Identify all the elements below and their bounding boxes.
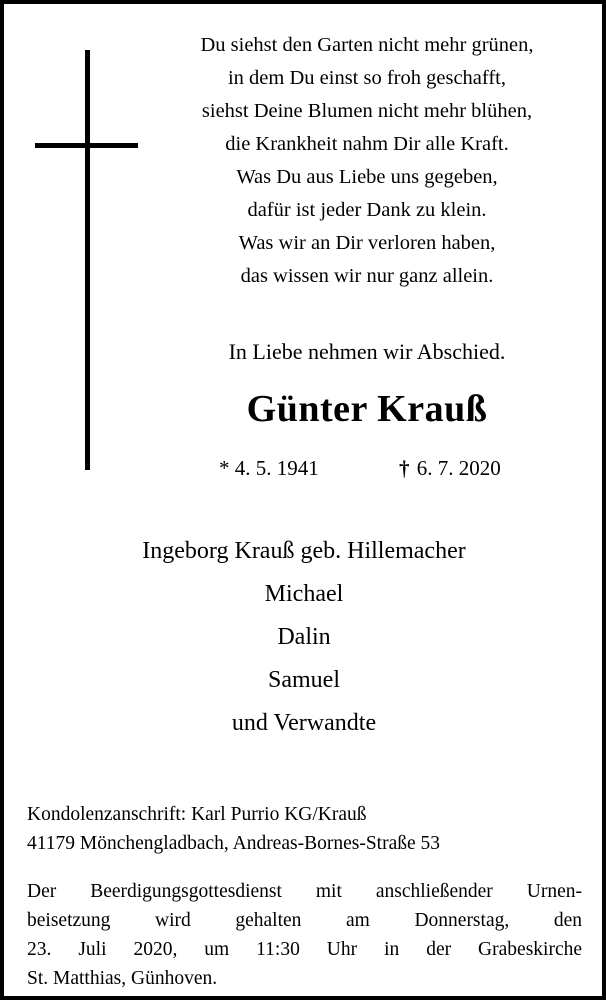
family-list [64, 530, 544, 745]
family-member: Michael [264, 581, 344, 607]
cross-icon [85, 50, 90, 470]
contact-line: 41179 Mönchengladbach, Andreas-Bornes-Straße 53 [27, 833, 441, 854]
death-date-group [399, 452, 501, 484]
family-member: und Verwandte [231, 710, 377, 736]
service-info [27, 877, 582, 993]
service-line: beisetzung wird gehalten am Donnerstag, den [27, 910, 582, 931]
service-line: 23. Juli 2020, um 11:30 Uhr in der Grabeskirche [27, 939, 582, 960]
farewell-text: In Liebe nehmen wir Abschied. [228, 339, 506, 364]
family-member: Samuel [268, 667, 340, 693]
poem-line: Was wir an Dir verloren haben, [238, 232, 496, 254]
poem-line: dafür ist jeder Dank zu klein. [247, 199, 487, 221]
death-date: 6. 7. 2020 [416, 456, 501, 480]
condolence-address [27, 800, 587, 858]
cross-icon-bar [35, 143, 138, 148]
poem [152, 29, 582, 293]
dagger-icon: † [399, 456, 410, 480]
family-member: Dalin [277, 624, 331, 650]
service-line: Der Beerdigungsgottesdienst mit anschließender Urnen- [27, 881, 582, 902]
poem-line: in dem Du einst so froh geschafft, [227, 67, 507, 89]
service-line: St. Matthias, Günhoven. [27, 968, 218, 989]
poem-line: siehst Deine Blumen nicht mehr blühen, [201, 100, 533, 122]
birth-date: * 4. 5. 1941 [219, 456, 319, 480]
poem-line: Du siehst den Garten nicht mehr grünen, [200, 34, 534, 56]
deceased-name: Günter Krauß [246, 388, 488, 430]
poem-line: die Krankheit nahm Dir alle Kraft. [225, 133, 509, 155]
family-member: Ingeborg Krauß geb. Hillemacher [142, 538, 466, 564]
poem-line: das wissen wir nur ganz allein. [240, 265, 494, 287]
contact-line: Kondolenzanschrift: Karl Purrio KG/Krauß [27, 804, 367, 825]
poem-line: Was Du aus Liebe uns gegeben, [236, 166, 498, 188]
